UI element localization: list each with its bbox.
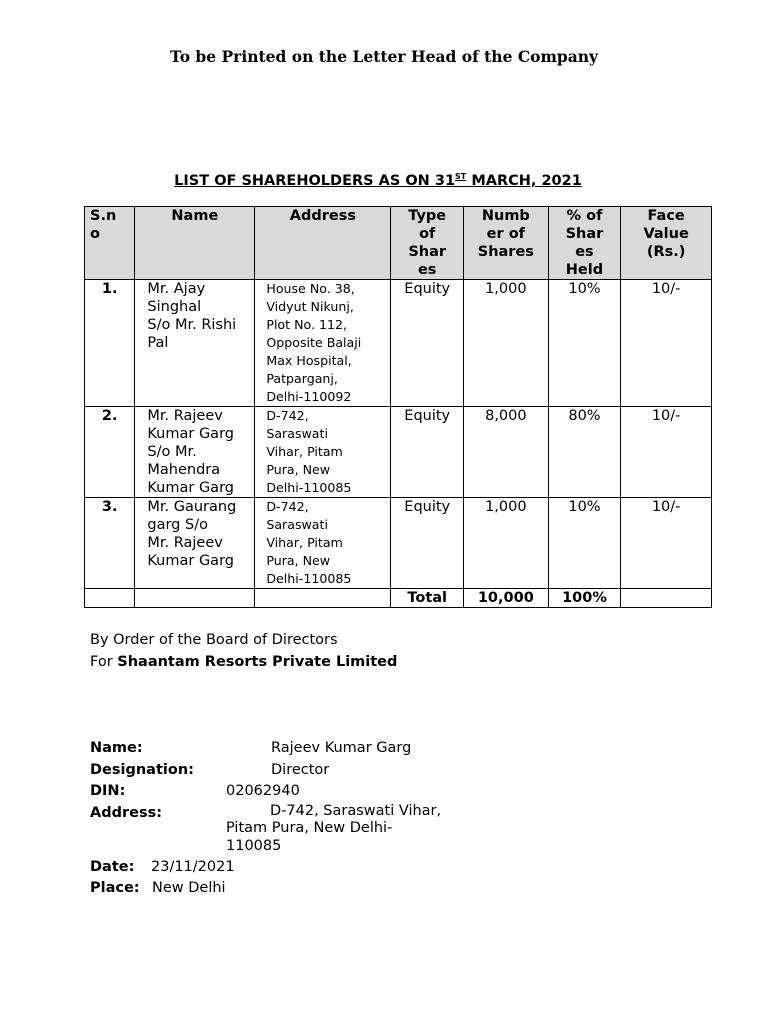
cell-line: Mr. Rajeev [147, 535, 223, 551]
cell-line: Opposite Balaji [266, 335, 362, 350]
cell-line: Max Hospital, [266, 353, 352, 368]
place-value: New Delhi [152, 880, 226, 896]
letterhead-note: To be Printed on the Letter Head of the Company [169, 47, 599, 66]
cell-line: S/o Mr. [147, 444, 197, 460]
cell-line: Delhi-110085 [266, 480, 352, 495]
cell-line: Delhi-110085 [266, 571, 352, 586]
cell-line: Shar [565, 226, 604, 242]
row-name [135, 407, 255, 498]
cell-line: Patparganj, [266, 371, 338, 386]
place-label: Place: [90, 880, 140, 896]
cell-line: Face [647, 208, 685, 224]
date-label: Date: [90, 858, 135, 875]
cell-line: Kumar Garg [147, 426, 234, 442]
list-title-main: LIST OF SHAREHOLDERS AS ON 31 [174, 173, 456, 189]
row-number: 1,000 [464, 498, 549, 589]
cell-line: Pura, New [266, 462, 331, 477]
cell-line: o [90, 226, 100, 242]
address-value [226, 803, 466, 856]
board-for-prefix: For [90, 653, 118, 670]
cell-line: Shar [408, 244, 447, 260]
list-title-superscript: ST [455, 172, 467, 181]
total-empty-cell [135, 589, 255, 608]
name-label: Name: [90, 740, 143, 756]
cell-line: garg S/o [147, 517, 208, 533]
cell-line: Mr. Ajay [147, 281, 206, 297]
column-header-face-value [621, 207, 712, 280]
row-percent: 10% [548, 280, 621, 407]
cell-line: Plot No. 112, [266, 317, 348, 332]
board-company-line [90, 652, 397, 674]
designation-value: Director [271, 761, 330, 778]
cell-line: Vidyut Nikunj, [266, 299, 354, 314]
cell-line: (Rs.) [646, 244, 686, 260]
row-name [135, 280, 255, 407]
name-value: Rajeev Kumar Garg [271, 740, 412, 756]
cell-line: Mr. Gaurang [147, 499, 237, 515]
row-number: 1,000 [464, 280, 549, 407]
cell-line: S/o Mr. Rishi [147, 317, 237, 333]
table-header-row [85, 207, 712, 280]
cell-line: S.n [90, 208, 117, 224]
total-empty-cell [621, 589, 712, 608]
board-order-line: By Order of the Board of Directors [90, 632, 338, 648]
shareholders-table [84, 206, 712, 608]
list-title [0, 172, 756, 189]
column-header-name: Name [135, 207, 255, 280]
cell-line: of [419, 226, 436, 242]
row-number: 8,000 [464, 407, 549, 498]
row-type: Equity [391, 498, 464, 589]
cell-line: Type [408, 208, 447, 224]
total-number: 10,000 [464, 589, 549, 608]
cell-line: D-742, [266, 408, 309, 423]
column-header-percent [548, 207, 621, 280]
total-empty-cell [85, 589, 135, 608]
cell-line: Delhi-110092 [266, 389, 352, 404]
column-header-number [464, 207, 549, 280]
total-row [85, 589, 712, 608]
cell-line: Numb [481, 208, 530, 224]
cell-line: Mahendra [147, 462, 221, 478]
row-sno: 2. [85, 407, 135, 498]
row-percent: 80% [548, 407, 621, 498]
cell-line: Shares [477, 244, 534, 260]
row-type: Equity [391, 280, 464, 407]
board-order-block [90, 630, 397, 673]
row-address [255, 498, 391, 589]
row-address [255, 280, 391, 407]
cell-line: Kumar Garg [147, 480, 234, 496]
address-line: 110085 [226, 837, 282, 854]
address-line: D-742, Saraswati Vihar, [270, 802, 442, 819]
address-label: Address: [90, 804, 163, 821]
cell-line: Pura, New [266, 553, 331, 568]
cell-line: Value [643, 226, 689, 242]
cell-line: es [575, 244, 594, 260]
designation-label: Designation: [90, 761, 194, 778]
cell-line: Kumar Garg [147, 553, 234, 569]
row-name [135, 498, 255, 589]
cell-line: Vihar, Pitam [266, 535, 343, 550]
cell-line: D-742, [266, 499, 309, 514]
cell-line: House No. 38, [266, 281, 355, 296]
row-sno: 3. [85, 498, 135, 589]
table-row [85, 498, 712, 589]
cell-line: Pal [147, 335, 169, 351]
cell-line: Saraswati [266, 517, 328, 532]
row-address [255, 407, 391, 498]
row-face-value: 10/- [621, 498, 712, 589]
total-label: Total [391, 589, 464, 608]
row-face-value: 10/- [621, 280, 712, 407]
cell-line: % of [566, 208, 603, 224]
list-title-rest: MARCH, 2021 [466, 173, 582, 189]
table-row [85, 407, 712, 498]
cell-line: Mr. Rajeev [147, 408, 223, 424]
date-value: 23/11/2021 [151, 858, 235, 875]
din-label: DIN: [90, 783, 126, 799]
cell-line: Singhal [147, 299, 202, 315]
row-percent: 10% [548, 498, 621, 589]
cell-line: es [417, 262, 437, 278]
row-type: Equity [391, 407, 464, 498]
company-name: Shaantam Resorts Private Limited [117, 653, 398, 670]
cell-line: Saraswati [266, 426, 328, 441]
din-value: 02062940 [226, 783, 300, 799]
column-header-sno [85, 207, 135, 280]
row-sno: 1. [85, 280, 135, 407]
column-header-address: Address [255, 207, 391, 280]
column-header-type [391, 207, 464, 280]
cell-line: er of [486, 226, 525, 242]
table-row [85, 280, 712, 407]
row-face-value: 10/- [621, 407, 712, 498]
total-empty-cell [255, 589, 391, 608]
address-line: Pitam Pura, New Delhi- [226, 820, 393, 836]
cell-line: Vihar, Pitam [266, 444, 343, 459]
total-percent: 100% [548, 589, 621, 608]
cell-line: Held [565, 262, 604, 278]
